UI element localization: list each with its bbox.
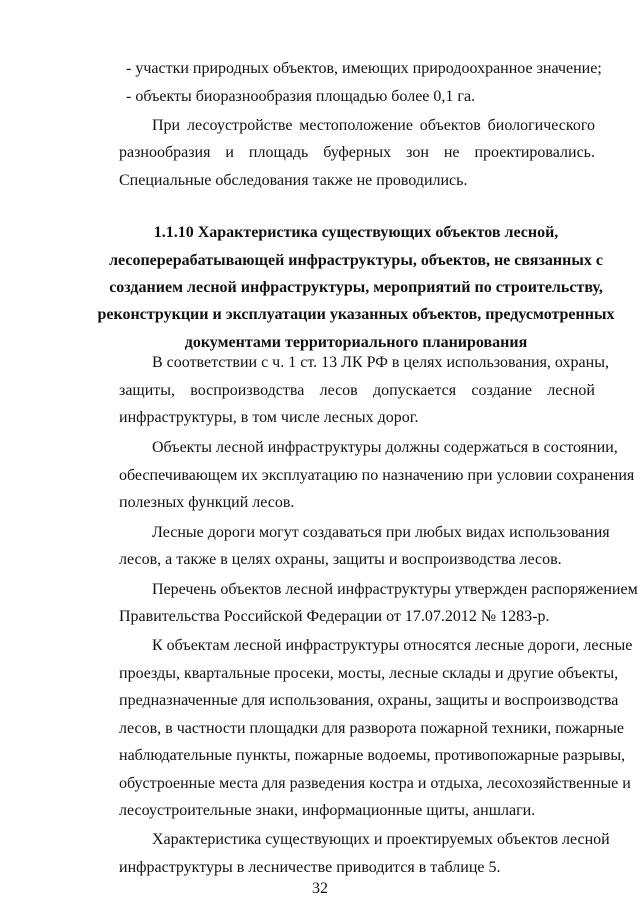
word: не — [443, 144, 460, 161]
word: лесов — [319, 382, 358, 399]
word: защиты, — [119, 382, 176, 399]
list-item-biodiversity: - объекты биоразнообразия площадью более 0,1 га. — [126, 88, 476, 105]
paragraph-biodiversity-line-3: Специальные обследования также не проводились. — [119, 172, 468, 189]
page-number: 32 — [312, 880, 328, 897]
section-heading-line-3: созданием лесной инфраструктуры, мероприятий по строительству, — [109, 279, 603, 296]
paragraph-5-line-4: лесов, в частности площадки для разворота пожарной техники, пожарные — [119, 720, 624, 737]
word: допускается — [372, 382, 457, 399]
word: создание — [471, 382, 532, 399]
paragraph-2-line-2: обеспечивающем их эксплуатацию по назначению при условии сохранения — [119, 467, 635, 484]
section-heading-line-5: документами территориального планирования — [184, 334, 528, 351]
list-item-natural-objects: - участки природных объектов, имеющих природоохранное значение; — [126, 60, 602, 77]
paragraph-5-line-6: обустроенные места для разведения костра и отдыха, лесохозяйственные и — [119, 775, 631, 792]
word: местоположение — [299, 117, 413, 134]
paragraph-5-line-5: наблюдательные пункты, пожарные водоемы, противопожарные разрывы, — [119, 747, 626, 764]
paragraph-biodiversity-line-2 — [119, 142, 595, 164]
paragraph-1-line-3: инфраструктуры, в том числе лесных дорог. — [119, 409, 419, 426]
paragraph-4-line-1: Перечень объектов лесной инфраструктуры утвержден распоряжением — [152, 581, 638, 598]
paragraph-3-line-2: лесов, а также в целях охраны, защиты и воспроизводства лесов. — [119, 551, 562, 568]
section-heading-line-4: реконструкции и эксплуатации указанных объектов, предусмотренных — [97, 306, 615, 323]
paragraph-5-line-2: проезды, квартальные просеки, мосты, лесные склады и другие объекты, — [119, 665, 619, 682]
paragraph-5-line-1: К объектам лесной инфраструктуры относятся лесные дороги, лесные — [152, 637, 633, 654]
section-heading-line-2: лесоперерабатывающей инфраструктуры, объектов, не связанных с — [109, 252, 603, 269]
paragraph-2-line-3: полезных функций лесов. — [119, 494, 295, 511]
word: объектов — [419, 117, 481, 134]
word: буферных — [323, 144, 392, 161]
word: площадь — [248, 144, 309, 161]
paragraph-6-line-2: инфраструктуры в лесничестве приводится в таблице 5. — [119, 859, 501, 876]
word: разнообразия — [119, 144, 211, 161]
word: проектировались. — [474, 144, 595, 161]
word: воспроизводства — [190, 382, 305, 399]
word: зон — [406, 144, 429, 161]
paragraph-5-line-3: предназначенные для использования, охраны, защиты и воспроизводства — [119, 692, 619, 709]
paragraph-6-line-1: Характеристика существующих и проектируемых объектов лесной — [152, 831, 610, 848]
paragraph-3-line-1: Лесные дороги могут создаваться при любых видах использования — [152, 524, 610, 541]
word: лесной — [547, 382, 595, 399]
word: биологического — [487, 117, 595, 134]
paragraph-5-line-7: лесоустроительные знаки, информационные щиты, аншлаги. — [119, 802, 536, 819]
section-heading-line-1: 1.1.10 Характеристика существующих объектов лесной, — [153, 224, 559, 241]
paragraph-biodiversity-line-1 — [152, 115, 595, 137]
paragraph-2-line-1: Объекты лесной инфраструктуры должны содержаться в состоянии, — [152, 439, 618, 456]
paragraph-1-line-2 — [119, 380, 595, 402]
paragraph-1-line-1: В соответствии с ч. 1 ст. 13 ЛК РФ в целях использования, охраны, — [152, 354, 609, 371]
word: При — [152, 117, 181, 134]
paragraph-4-line-2: Правительства Российской Федерации от 17.07.2012 № 1283-р. — [119, 608, 550, 625]
word: лесоустройстве — [186, 117, 293, 134]
word: и — [225, 144, 234, 161]
